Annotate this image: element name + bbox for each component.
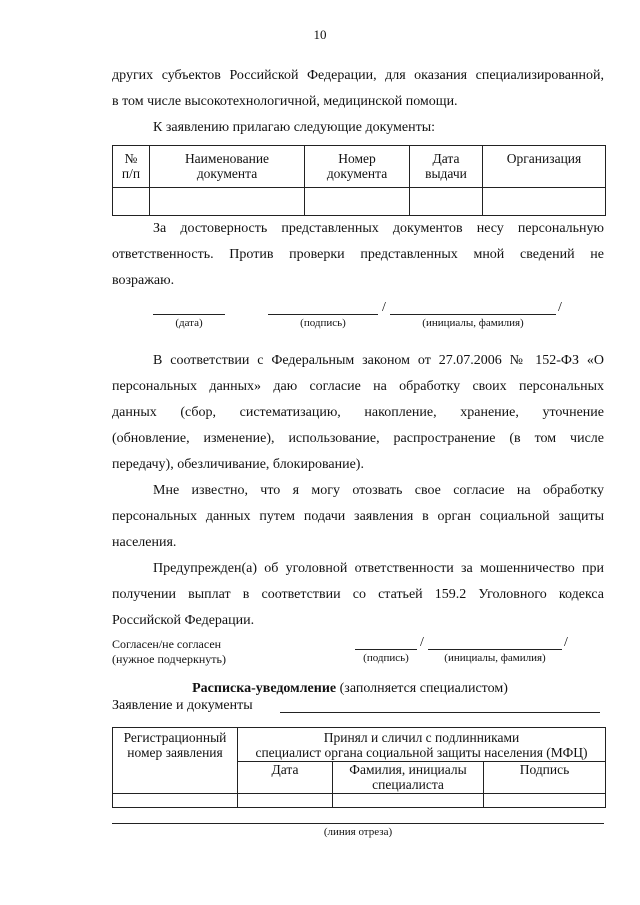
table-cell[interactable] <box>150 188 305 216</box>
warning-line-2: получении выплат в соответствии со статьей 159.2 Уголовного кодекса <box>112 587 604 602</box>
warning-line-3: Российской Федерации. <box>112 613 255 628</box>
signature-caption: (подпись) <box>300 317 346 329</box>
col-doc-name: Наименование документа <box>150 146 305 188</box>
receipt-date-header: Дата <box>238 762 333 794</box>
consent-line-2: персональных данных» даю согласие на обработку своих персональных <box>112 379 604 394</box>
responsibility-line-1: За достоверность представленных документов несу персональную <box>153 221 604 236</box>
receipt-table-header-row <box>113 728 606 762</box>
col-doc-number: Номер документа <box>305 146 410 188</box>
date-line[interactable] <box>153 314 225 315</box>
consent-line-4: (обновление, изменение), использование, распространение (в том числе <box>112 431 604 446</box>
agree-hint: (нужное подчеркнуть) <box>112 652 226 666</box>
receipt-title <box>0 682 640 696</box>
documents-table-header-row <box>113 146 606 188</box>
signature-line[interactable] <box>268 314 378 315</box>
revoke-line-3: населения. <box>112 535 177 550</box>
agree-signature-caption: (подпись) <box>363 652 409 664</box>
col-issue-date: Дата выдачи <box>410 146 483 188</box>
accepted-header: Принял и сличил с подлинниками специалист органа социальной защиты населения (МФЦ) <box>238 728 606 762</box>
table-row <box>113 794 606 808</box>
receipt-name-header: Фамилия, инициалы специалиста <box>333 762 484 794</box>
table-cell[interactable] <box>305 188 410 216</box>
receipt-docs-label: Заявление и документы <box>112 698 253 713</box>
table-cell[interactable] <box>410 188 483 216</box>
table-cell[interactable] <box>484 794 606 808</box>
responsibility-line-3: возражаю. <box>112 273 175 288</box>
page-number: 10 <box>313 27 327 42</box>
documents-table <box>112 145 606 216</box>
sign-slash-2: / <box>558 300 562 315</box>
col-organization: Организация <box>483 146 606 188</box>
agree-slash-1: / <box>420 635 424 650</box>
receipt-docs-line[interactable] <box>280 712 600 713</box>
col-number: № п/п <box>113 146 150 188</box>
intro-line-2: в том числе высокотехнологичной, медицинской помощи. <box>112 94 458 109</box>
agree-initials-line[interactable] <box>428 649 562 650</box>
revoke-line-2: персональных данных путем подачи заявления в орган социальной защиты <box>112 509 604 524</box>
cut-line-caption: (линия отреза) <box>323 826 393 838</box>
cut-line <box>112 823 604 824</box>
initials-caption: (инициалы, фамилия) <box>422 317 524 329</box>
agree-slash-2: / <box>564 635 568 650</box>
attach-label: К заявлению прилагаю следующие документы: <box>153 120 436 135</box>
responsibility-line-2: ответственность. Против проверки представленных мной сведений не <box>112 247 604 262</box>
sign-slash-1: / <box>382 300 386 315</box>
table-cell[interactable] <box>113 188 150 216</box>
table-row <box>113 188 606 216</box>
intro-line-1: других субъектов Российской Федерации, для оказания специализированной, <box>112 68 604 83</box>
table-cell[interactable] <box>333 794 484 808</box>
date-caption: (дата) <box>175 317 203 329</box>
reg-number-header: Регистрационный номер заявления <box>113 728 238 794</box>
consent-line-5: передачу), обезличивание, блокирование). <box>112 457 364 472</box>
table-cell[interactable] <box>113 794 238 808</box>
receipt-title-rest: (заполняется специалистом) <box>336 681 508 696</box>
consent-line-1: В соответствии с Федеральным законом от 27.07.2006 № 152-ФЗ «О <box>153 353 604 368</box>
table-cell[interactable] <box>483 188 606 216</box>
revoke-line-1: Мне известно, что я могу отозвать свое согласие на обработку <box>153 483 604 498</box>
agree-initials-caption: (инициалы, фамилия) <box>444 652 546 664</box>
warning-line-1: Предупрежден(а) об уголовной ответственности за мошенничество при <box>153 561 604 576</box>
receipt-signature-header: Подпись <box>484 762 606 794</box>
receipt-title-bold: Расписка-уведомление <box>192 681 337 696</box>
agree-signature-line[interactable] <box>355 649 417 650</box>
agree-label: Согласен/не согласен <box>112 637 222 651</box>
receipt-table <box>112 727 606 808</box>
consent-line-3: данных (сбор, систематизацию, накопление, хранение, уточнение <box>112 405 604 420</box>
table-cell[interactable] <box>238 794 333 808</box>
initials-line[interactable] <box>390 314 556 315</box>
